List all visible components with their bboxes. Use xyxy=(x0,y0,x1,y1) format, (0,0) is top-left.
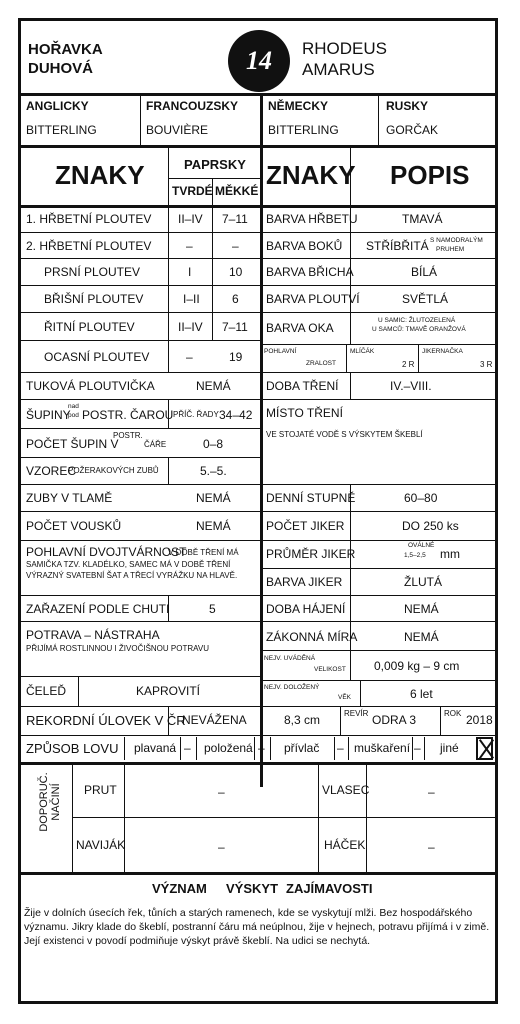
mira-label: ZÁKONNÁ MÍRA xyxy=(266,630,358,644)
oka-text-2: U SAMCŮ: TMAVĚ ORANŽOVÁ xyxy=(372,326,466,333)
doba-treni-label: DOBA TŘENÍ xyxy=(266,379,339,393)
fin-label: 1. HŘBETNÍ PLOUTEV xyxy=(26,212,152,226)
supiny-pod: pod xyxy=(68,412,79,419)
denni-value: 60–80 xyxy=(404,491,438,505)
method-option-jine: jiné xyxy=(440,741,459,755)
lang-german-label: NĚMECKY xyxy=(268,99,329,113)
method-option-privlac: přívlač xyxy=(284,741,320,755)
right-znaky-heading: ZNAKY xyxy=(266,160,356,190)
chut-label: ZAŘAZENÍ PODLE CHUTI xyxy=(26,602,170,616)
popis-heading: POPIS xyxy=(390,160,470,190)
misto-label: MÍSTO TŘENÍ xyxy=(266,406,343,420)
method-option-muskareni: muškaření xyxy=(354,741,411,755)
vzorec-value: 5.–5. xyxy=(200,464,227,478)
supiny-rady: PŘÍČ. ŘADY xyxy=(173,410,219,419)
tukova-label: TUKOVÁ PLOUTVIČKA xyxy=(26,379,155,393)
pocet-supin-value: 0–8 xyxy=(203,437,224,451)
hajeni-label: DOBA HÁJENÍ xyxy=(266,602,346,616)
jikernacka-value: 3 R xyxy=(480,360,493,369)
ploutvi-label: BARVA PLOUTVÍ xyxy=(266,292,360,306)
dvojtvarnost-text-3: VÝRAZNÝ SVATEBNÍ ŠAT A TŘECÍ VYRÁŽKU NA HLAVĚ. xyxy=(26,571,238,580)
revir-value: ODRA 3 xyxy=(372,713,417,727)
lang-english-label: ANGLICKY xyxy=(26,99,89,113)
pocet-supin-care: ČÁŘE xyxy=(144,440,167,449)
dvojtvarnost-text-2: SAMIČKA TZV. KLADÉLKO, SAMEC MÁ V DOBĚ TŘENÍ xyxy=(26,560,231,569)
fin-label: ŘITNÍ PLOUTEV xyxy=(44,320,135,334)
footer-title-vyznam: VÝZNAM xyxy=(152,881,207,896)
bricha-label: BARVA BŘICHA xyxy=(266,265,354,279)
revir-label: REVÍR xyxy=(344,709,369,718)
boku-label: BARVA BOKŮ xyxy=(266,239,343,253)
fin-hard: II–IV xyxy=(178,320,203,334)
record-label: REKORDNÍ ÚLOVEK V ČR xyxy=(26,713,186,728)
doba-treni-value: IV.–VIII. xyxy=(390,379,432,393)
mlicak-label: MLÍČÁK xyxy=(350,348,375,355)
uvadena-text-2: VELIKOST xyxy=(314,666,346,673)
lang-french-label: FRANCOUZSKY xyxy=(146,99,238,113)
fin-soft: 7–11 xyxy=(222,212,248,226)
vlasec-label: VLASEC xyxy=(322,783,370,797)
zuby-value: NEMÁ xyxy=(196,491,231,505)
fin-hard: – xyxy=(186,350,193,364)
latin-name-line-2: AMARUS xyxy=(302,60,375,79)
fin-label: BŘIŠNÍ PLOUTEV xyxy=(44,292,144,306)
jiker-value: DO 250 ks xyxy=(402,519,459,533)
dolozeny-text-2: VĚK xyxy=(338,694,352,701)
method-sep: – xyxy=(258,741,265,755)
bricha-value: BÍLÁ xyxy=(411,265,438,279)
footer-title-zajimavosti: ZAJÍMAVOSTI xyxy=(286,881,373,896)
footer-title-vyskyt: VÝSKYT xyxy=(226,881,279,896)
mira-value: NEMÁ xyxy=(404,630,439,644)
dvojtvarnost-label: POHLAVNÍ DVOJTVÁRNOST xyxy=(26,545,187,559)
method-option-plavana: plavaná xyxy=(134,741,177,755)
prut-label: PRUT xyxy=(84,783,117,797)
mekke-heading: MĚKKÉ xyxy=(215,184,259,198)
boku-small-2: PRUHEM xyxy=(436,246,465,253)
lang-french-value: BOUVIÈRE xyxy=(146,123,209,137)
barva-jiker-value: ŽLUTÁ xyxy=(404,575,443,589)
card-number-badge: 14 xyxy=(228,30,290,92)
fin-soft: 6 xyxy=(232,292,239,306)
potrava-value: PŘIJÍMÁ ROSTLINNOU I ŽIVOČIŠNOU POTRAVU xyxy=(26,644,209,653)
lang-russian-value: GORČAK xyxy=(386,123,439,137)
fin-soft: 10 xyxy=(229,265,243,279)
latin-name-line-1: RHODEUS xyxy=(302,39,388,58)
lang-english-value: BITTERLING xyxy=(26,123,97,137)
chut-value: 5 xyxy=(209,602,216,616)
dvojtvarnost-text-1: V DOBĚ TŘENÍ MÁ xyxy=(168,548,239,557)
prumer-unit: mm xyxy=(440,547,460,561)
fin-hard: I–II xyxy=(183,292,200,306)
fin-label: 2. HŘBETNÍ PLOUTEV xyxy=(26,239,152,253)
vousku-value: NEMÁ xyxy=(196,519,231,533)
lang-german-value: BITTERLING xyxy=(268,123,339,137)
fin-hard: – xyxy=(186,239,193,253)
jiker-label: POČET JIKER xyxy=(266,519,345,533)
method-sep: – xyxy=(414,741,421,755)
mlicak-value: 2 R xyxy=(402,360,415,369)
boku-small-1: S NAMODRALÝM xyxy=(430,237,483,244)
fin-label: OCASNÍ PLOUTEV xyxy=(44,350,150,364)
record-length: 8,3 cm xyxy=(284,713,321,727)
footer-description: Žije v dolních úsecích řek, tůních a starých ramenech, kde se vyskytují mlži. Bez hospodářského významu. Jikry klade do škeblí, postranní čáru má neúplnou, žije v hejnech, potravu přijímá i v zimě. Její existenci v povodí podmiňuje výskyt právě škeblí. Na udici se nechytá. xyxy=(24,907,490,947)
uvadena-value: 0,009 kg – 9 cm xyxy=(374,659,460,673)
fin-hard: I xyxy=(188,265,192,279)
nacini-text: NAČINÍ xyxy=(50,783,62,821)
hrbet-label: BARVA HŘBETU xyxy=(266,212,358,226)
supiny-label: ŠUPINY xyxy=(26,408,71,422)
hacek-label: HÁČEK xyxy=(324,838,366,852)
prumer-small-2: 1,5–2,5 xyxy=(404,552,426,559)
oka-label: BARVA OKA xyxy=(266,321,334,335)
doporuc-text: DOPORUČ. xyxy=(38,772,50,832)
czech-name-line-2: DUHOVÁ xyxy=(28,60,94,77)
supiny-nad: nad xyxy=(68,403,79,410)
lang-russian-label: RUSKY xyxy=(386,99,429,113)
paprsky-heading: PAPRSKY xyxy=(184,157,246,172)
supiny-value: 34–42 xyxy=(219,408,253,422)
doporucene-nacini-label xyxy=(38,772,62,832)
fin-label: PRSNÍ PLOUTEV xyxy=(44,265,141,279)
zuby-label: ZUBY V TLAMĚ xyxy=(26,491,113,505)
ploutvi-value: SVĚTLÁ xyxy=(402,292,449,306)
dolozeny-value: 6 let xyxy=(410,687,433,701)
navijak-value: – xyxy=(218,840,225,854)
hacek-value: – xyxy=(428,840,435,854)
boku-value: STŘÍBŘITÁ xyxy=(366,239,429,253)
method-sep: – xyxy=(184,741,191,755)
tukova-value: NEMÁ xyxy=(196,379,231,393)
vousku-label: POČET VOUSKŮ xyxy=(26,519,122,533)
supiny-label-2: POSTR. ČAROU xyxy=(82,408,174,422)
fin-soft: – xyxy=(232,239,239,253)
prumer-label: PRŮMĚR JIKER xyxy=(266,547,356,561)
rok-label: ROK xyxy=(444,709,462,718)
prumer-small-1: OVÁLNÉ xyxy=(408,542,435,549)
vlasec-value: – xyxy=(428,785,435,799)
celed-label: ČELEĎ xyxy=(26,684,67,698)
hrbet-value: TMAVÁ xyxy=(402,212,443,226)
dolozeny-text-1: NEJV. DOLOŽENÝ xyxy=(264,684,320,691)
fin-hard: II–IV xyxy=(178,212,203,226)
rok-value: 2018 xyxy=(466,713,493,727)
czech-name-line-1: HOŘAVKA xyxy=(28,41,103,58)
jine-crossed-checkbox-icon xyxy=(476,737,493,760)
hajeni-value: NEMÁ xyxy=(404,602,439,616)
method-label: ZPŮSOB LOVU xyxy=(26,741,119,756)
potrava-label: POTRAVA – NÁSTRAHA xyxy=(26,628,160,642)
tvrde-heading: TVRDÉ xyxy=(172,184,213,198)
record-weight: NEVÁŽENA xyxy=(182,713,247,727)
method-sep: – xyxy=(337,741,344,755)
prut-value: – xyxy=(218,785,225,799)
vzorec-small: POŽERAKOVÝCH ZUBŮ xyxy=(68,466,159,475)
left-znaky-heading: ZNAKY xyxy=(55,160,145,190)
navijak-label: NAVIJÁK xyxy=(76,838,126,852)
zralost-text-1: POHLAVNÍ xyxy=(264,348,297,355)
uvadena-text-1: NEJV. UVÁDĚNÁ xyxy=(264,655,316,662)
pocet-supin-label: POČET ŠUPIN V xyxy=(26,437,119,451)
vzorec-label: VZOREC xyxy=(26,464,77,478)
barva-jiker-label: BARVA JIKER xyxy=(266,575,343,589)
jikernacka-label: JIKERNAČKA xyxy=(422,348,463,355)
oka-text-1: U SAMIC: ŽLUTOZELENÁ xyxy=(378,317,456,324)
fin-soft: 19 xyxy=(229,350,243,364)
celed-value: KAPROVITÍ xyxy=(136,684,201,698)
fin-soft: 7–11 xyxy=(222,320,248,334)
denni-label: DENNÍ STUPNĚ xyxy=(266,491,356,505)
pocet-supin-postr: POSTR. xyxy=(113,431,143,440)
misto-value: VE STOJATÉ VODĚ S VÝSKYTEM ŠKEBLÍ xyxy=(266,430,423,439)
method-option-polozena: položená xyxy=(204,741,253,755)
zralost-text-2: ZRALOST xyxy=(306,360,336,367)
